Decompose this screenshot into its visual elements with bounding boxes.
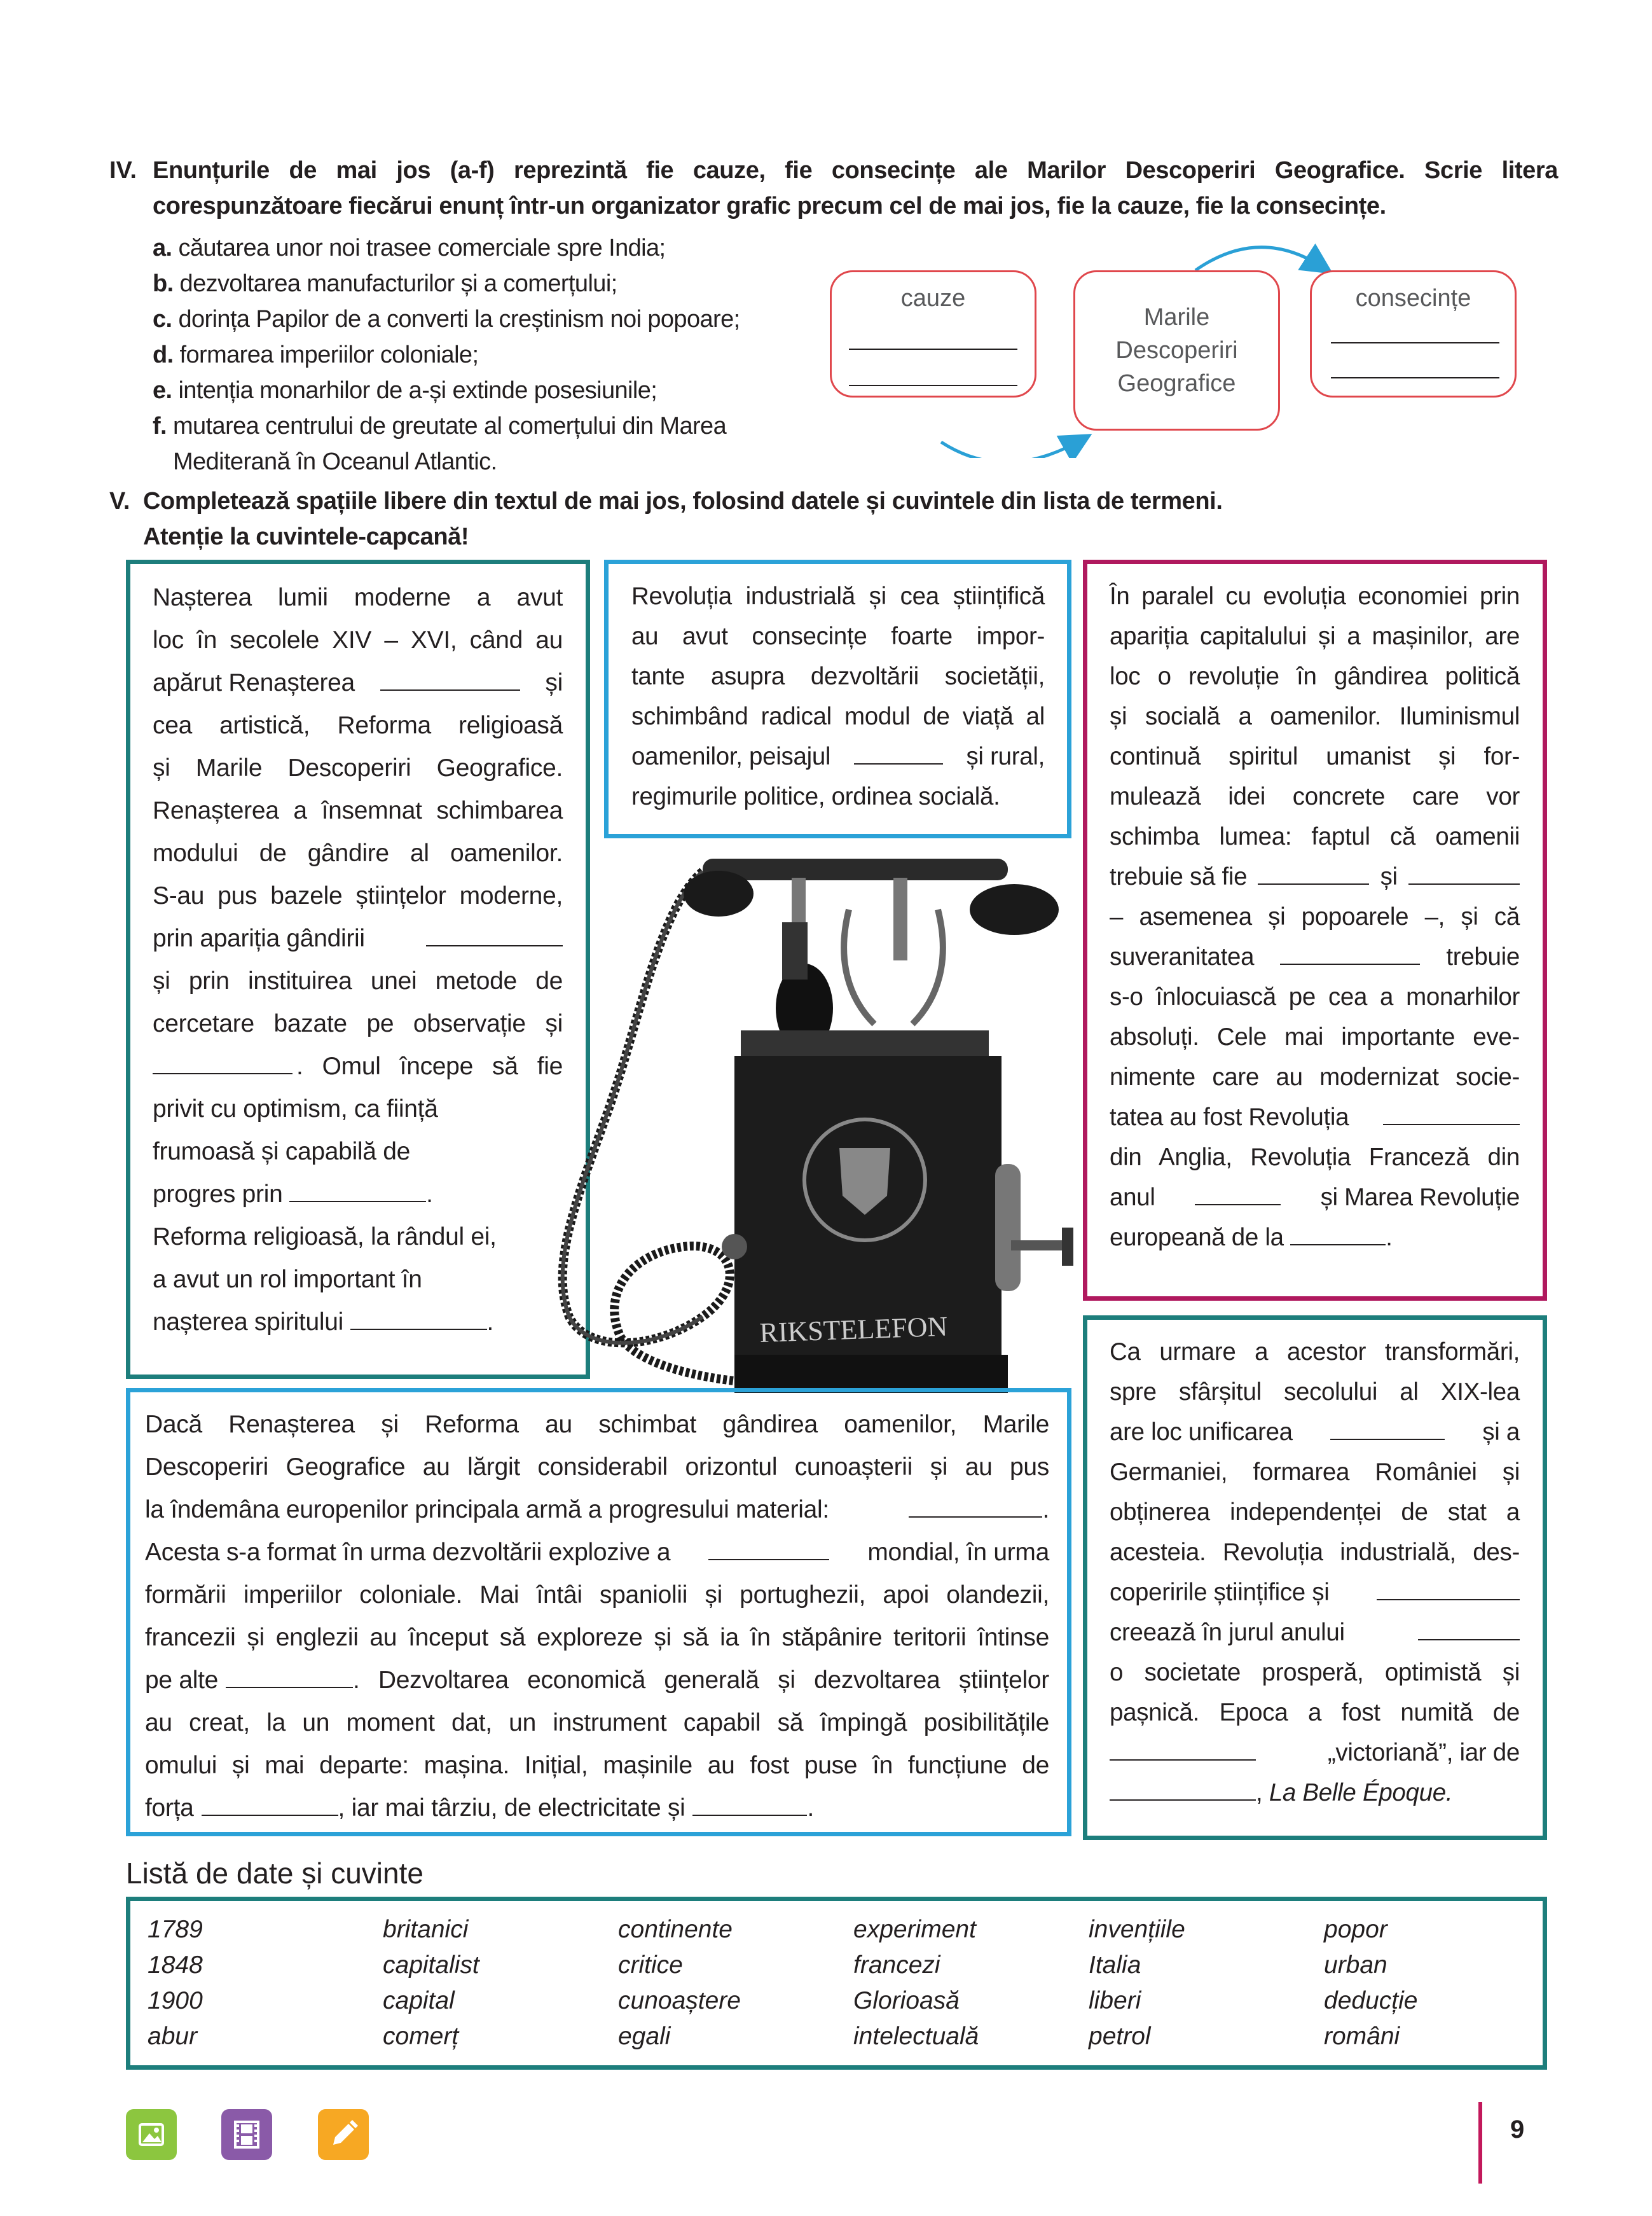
- section5-number: V.: [109, 488, 130, 515]
- center-label-line1: Marile: [1143, 304, 1210, 331]
- term: 1900: [148, 1987, 203, 2014]
- causes-blank-2[interactable]: [849, 385, 1017, 386]
- blank-input[interactable]: [692, 1790, 807, 1816]
- pencil-button[interactable]: [318, 2109, 369, 2160]
- center-label-line2: Descoperiri: [1115, 337, 1238, 364]
- graphic-organizer: [814, 242, 1532, 458]
- blank-input[interactable]: [1418, 1615, 1520, 1641]
- term: critice: [618, 1951, 683, 1979]
- term: britanici: [383, 1916, 469, 1943]
- terms-column: [1324, 1912, 1417, 2054]
- blank-input[interactable]: [1377, 1575, 1520, 1601]
- text-box-enlightenment-content: În paralel cu evoluția economiei prin apariția capitalului și a mașinilor, are loc o revoluție în gândirea politică și socială a oamenilor. Iluminismul continuă spiritul umanist și for- mulează idei concrete care vor schimba lumea: faptul că oamenii trebuie să fie și – asemenea și popoarele –, și că suveranitatea trebuie s-o înlocuiască pe cea a monarhilor absoluți. Cele mai importante eve- nimente care au modernizat socie- tatea au fost Revoluția din Anglia, Revoluția Franceză din anul și Marea Revoluție europeană de la .: [1110, 583, 1520, 1251]
- blank-input[interactable]: [1195, 1180, 1281, 1206]
- blank-input[interactable]: [708, 1534, 829, 1560]
- term: liberi: [1089, 1987, 1141, 2014]
- term: invențiile: [1089, 1916, 1185, 1943]
- blank-input[interactable]: [1110, 1775, 1256, 1801]
- list-item: f. mutarea centrului de greutate al comerțului din Marea: [153, 413, 727, 440]
- consequences-box: [1310, 270, 1517, 398]
- term: intelectuală: [853, 2023, 979, 2050]
- blank-input[interactable]: [226, 1662, 353, 1688]
- phone-caption: RIKSTELEFON: [759, 1310, 948, 1348]
- causes-box: [830, 270, 1036, 398]
- term: continente: [618, 1916, 733, 1943]
- consequences-blank-1[interactable]: [1331, 342, 1499, 343]
- blank-input[interactable]: [1408, 859, 1520, 885]
- blank-input[interactable]: [909, 1492, 1042, 1518]
- film-icon: [221, 2109, 272, 2160]
- blank-input[interactable]: [1290, 1220, 1386, 1246]
- section4-number: IV.: [109, 157, 137, 184]
- term: cunoaștere: [618, 1987, 741, 2014]
- page-number: 9: [1510, 2116, 1525, 2143]
- text-box-revolution-content: Revoluția industrială și cea științifică au avut consecințe foarte impor- tante asupra dezvoltării societății, schimbând radical modul de viață al oamenilor, peisajul și rural, regimurile politice, ordinea socială.: [631, 583, 1045, 810]
- blank-input[interactable]: [1383, 1100, 1520, 1126]
- section4-instruction-line2: corespunzătoare fiecărui enunț într-un organizator grafic precum cel de mai jos, fie la cauze, fie la consecințe.: [153, 193, 1386, 219]
- term: români: [1324, 2023, 1400, 2050]
- term: experiment: [853, 1916, 976, 1943]
- term: Italia: [1089, 1951, 1141, 1979]
- image-button[interactable]: [126, 2109, 177, 2160]
- center-label-line3: Geografice: [1117, 370, 1236, 397]
- list-item-continuation: Mediterană în Oceanul Atlantic.: [173, 448, 497, 475]
- blank-input[interactable]: [350, 1304, 487, 1330]
- section4-instruction: [153, 153, 1558, 224]
- center-box: [1073, 270, 1280, 431]
- terms-column: [383, 1912, 479, 2054]
- blank-input[interactable]: [854, 739, 943, 765]
- consequences-blank-2[interactable]: [1331, 377, 1499, 378]
- term: popor: [1324, 1916, 1387, 1943]
- term: 1848: [148, 1951, 203, 1979]
- term: petrol: [1089, 2023, 1151, 2050]
- list-item: e. intenția monarhilor de a-și extinde posesiunile;: [153, 377, 657, 404]
- term: egali: [618, 2023, 671, 2050]
- term: comerț: [383, 2023, 459, 2050]
- list-item: c. dorința Papilor de a converti la creștinism noi popoare;: [153, 306, 740, 333]
- blank-input[interactable]: [1280, 939, 1420, 966]
- term: capital: [383, 1987, 455, 2014]
- image-icon: [126, 2109, 177, 2160]
- term: capitalist: [383, 1951, 479, 1979]
- antique-telephone-image: [493, 833, 1081, 1406]
- term: 1789: [148, 1916, 203, 1943]
- causes-blank-1[interactable]: [849, 349, 1017, 350]
- blank-input[interactable]: [1330, 1415, 1445, 1441]
- term: deducție: [1324, 1987, 1418, 2014]
- pencil-icon: [318, 2109, 369, 2160]
- list-item: d. formarea imperiilor coloniale;: [153, 342, 479, 368]
- terms-column: [618, 1912, 741, 2054]
- blank-input[interactable]: [1110, 1735, 1256, 1761]
- causes-label: cauze: [900, 285, 966, 312]
- blank-input[interactable]: [380, 665, 520, 691]
- section4-instruction-line1: Enunțurile de mai jos (a-f) reprezintă fie cauze, fie consecințe ale Marilor Descoperiri Geografice. Scrie litera: [153, 157, 1558, 184]
- text-box-discoveries-content: Dacă Renașterea și Reforma au schimbat gândirea oamenilor, Marile Descoperiri Geografice au lărgit considerabil orizontul cunoașterii și au pus la îndemâna europenilor principala armă a progresului material: . Acesta s-a format în urma dezvoltării explozive a mondial, în urma formării imperiilor coloniale. Mai întâi spaniolii și portughezii, apoi olandezii, francezii și englezii au început să exploreze și să ia în stăpânire teritorii întinse pe alte . Dezvoltarea economică generală și dezvoltarea științelor au creat, la un moment dat, un instrument capabil să împingă posibilitățile omului și mai departe: mașina. Inițial, mașinile au fost puse în funcțiune de forța , iar mai târziu, de electricitate și .: [145, 1411, 1049, 1822]
- terms-column: [148, 1912, 203, 2054]
- terms-column: [1089, 1912, 1185, 2054]
- section5-instruction-line2: Atenție la cuvintele-capcană!: [143, 523, 469, 550]
- text-box-renaissance-content: Nașterea lumii moderne a avut loc în secolele XIV – XVI, când au apărut Renașterea și cea artistică, Reforma religioasă și Marile Descoperiri Geografice. Renașterea a însemnat schimbarea modului de gândire al oamenilor. S-au pus bazele științelor moderne, prin apariția gândirii și prin instituirea unei metode de cercetare bazate pe observație și . Omul începe să fie privit cu optimism, ca ființă frumoasă și capabilă de progres prin . Reforma religioasă, la rândul ei, a avut un rol important în nașterea spiritului .: [153, 584, 563, 1336]
- list-item: b. dezvoltarea manufacturilor și a comerțului;: [153, 270, 617, 297]
- term: Glorioasă: [853, 1987, 960, 2014]
- term: francezi: [853, 1951, 940, 1979]
- terms-column: [853, 1912, 979, 2054]
- term: urban: [1324, 1951, 1387, 1979]
- blank-input[interactable]: [289, 1176, 426, 1202]
- page-number-bar: [1478, 2102, 1482, 2184]
- section5-instruction-line1: Completează spațiile libere din textul de mai jos, folosind datele și cuvintele din lista de termeni.: [143, 488, 1223, 515]
- text-box-victorian-content: Ca urmare a acestor transformări, spre sfârșitul secolului al XIX-lea are loc unificarea și a Germaniei, formarea României și obținerea independenței de stat a acesteia. Revoluția industrială, des- coperirile științifice și creează în jurul anului o societate prosperă, optimistă și pașnică. Epoca a fost numită de „victoriană”, iar de , La Belle Époque.: [1110, 1338, 1520, 1806]
- cause-consequence-list: [153, 230, 808, 480]
- terms-list-title: Listă de date și cuvinte: [126, 1857, 423, 1890]
- section5-instruction: [143, 483, 1478, 555]
- blank-input[interactable]: [1258, 859, 1369, 885]
- list-item: a. căutarea unor noi trasee comerciale spre India;: [153, 235, 666, 261]
- blank-input[interactable]: [153, 1048, 293, 1074]
- film-button[interactable]: [221, 2109, 272, 2160]
- blank-input[interactable]: [202, 1790, 338, 1816]
- consequences-label: consecințe: [1355, 285, 1471, 312]
- term: abur: [148, 2023, 198, 2050]
